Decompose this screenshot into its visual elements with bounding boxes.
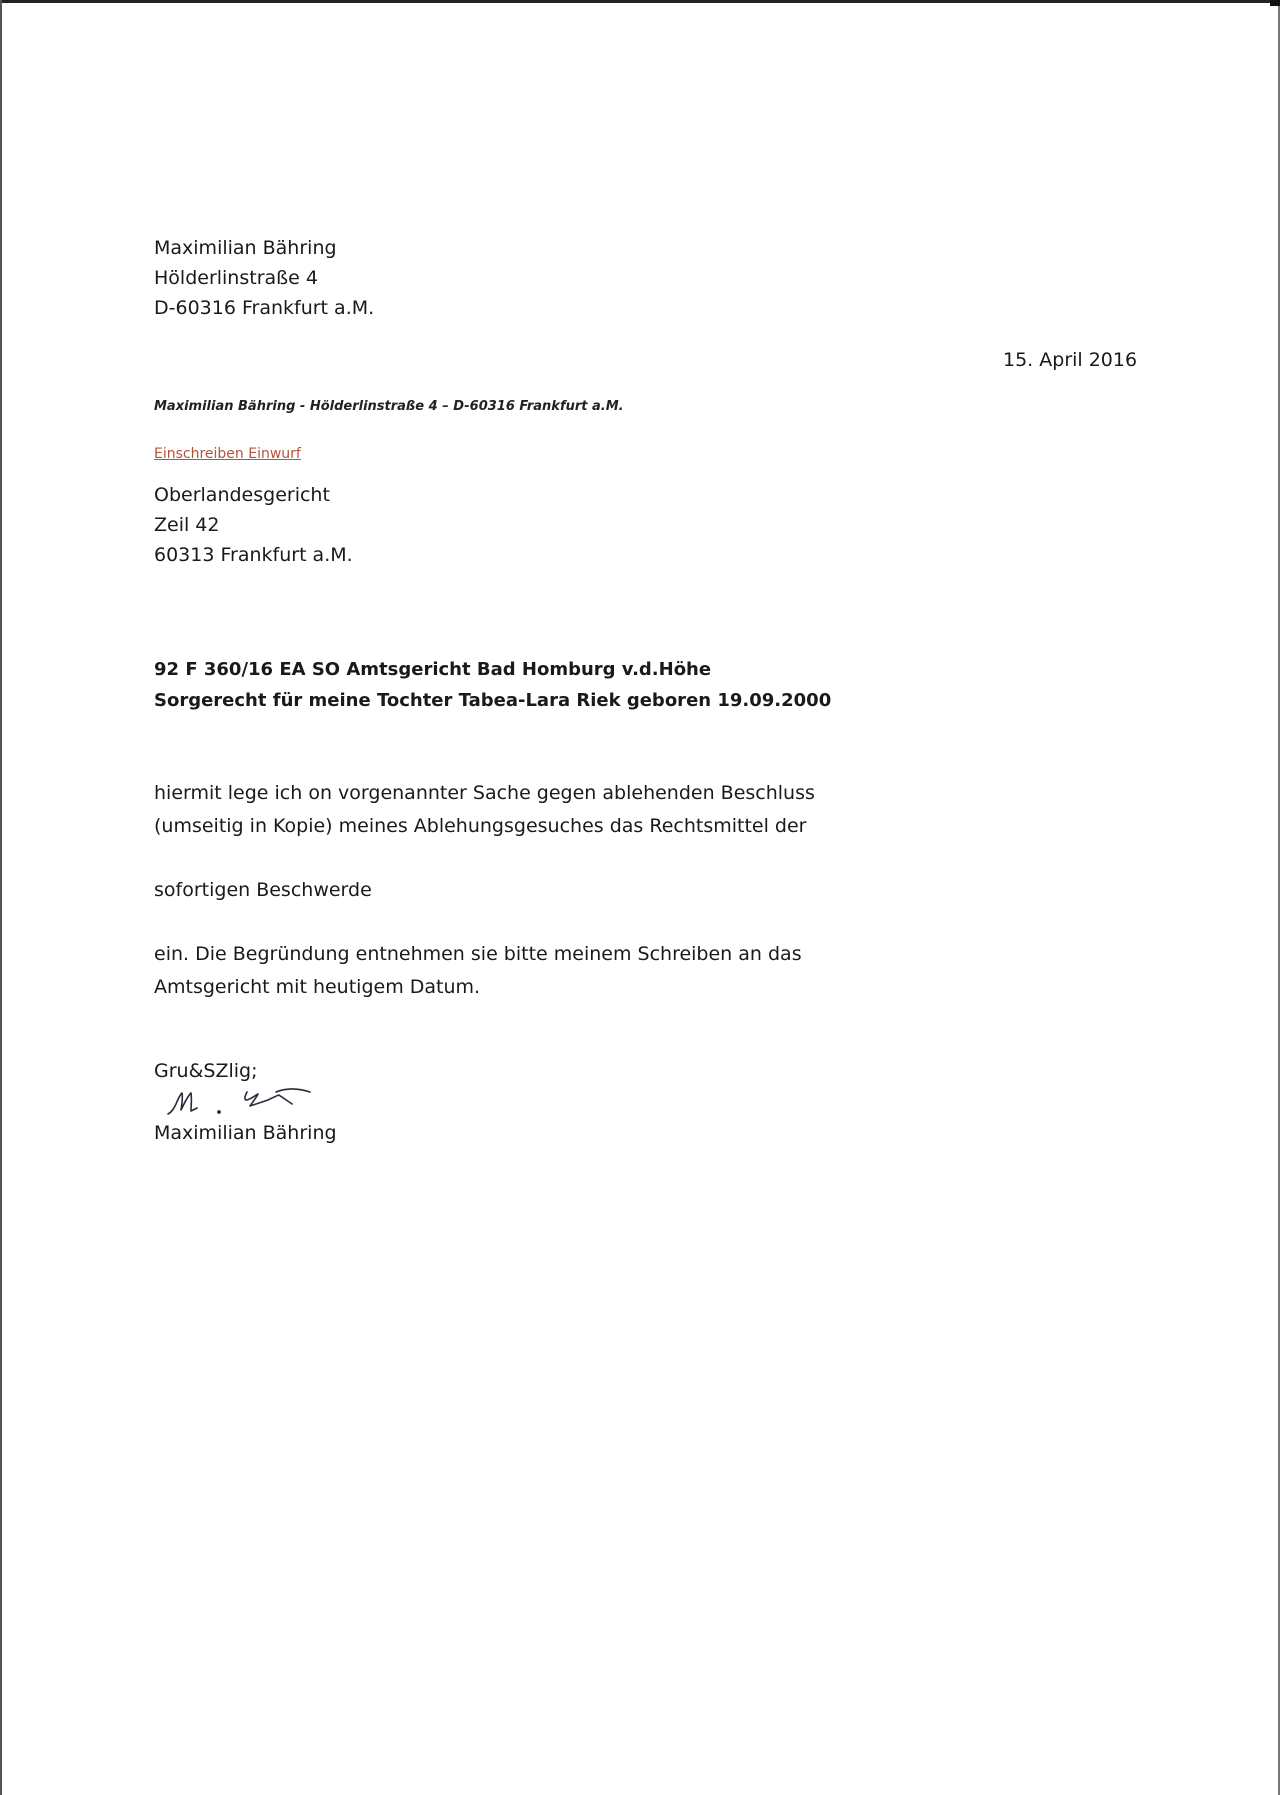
signer-name: Maximilian Bähring <box>154 1122 337 1144</box>
sender-city: D-60316 Frankfurt a.M. <box>154 297 375 319</box>
recipient-name: Oberlandesgericht <box>154 484 330 506</box>
recipient-address <box>154 480 353 570</box>
scan-edge-top <box>0 0 1280 3</box>
body-paragraph-1 <box>154 777 815 843</box>
scan-corner-mark <box>1270 0 1280 6</box>
closing-greeting: Gru&SZlig; <box>154 1060 258 1082</box>
subject-line-1: 92 F 360/16 EA SO Amtsgericht Bad Homburg v.d.Höhe <box>154 659 712 680</box>
sender-name: Maximilian Bähring <box>154 237 337 259</box>
scan-edge-left <box>0 0 2 1795</box>
subject-line-2: Sorgerecht für meine Tochter Tabea-Lara Riek geboren 19.09.2000 <box>154 690 832 711</box>
subject-block <box>154 654 831 716</box>
body-paragraph-3 <box>154 938 802 1004</box>
sender-street: Hölderlinstraße 4 <box>154 267 318 289</box>
body-paragraph-2: sofortigen Beschwerde <box>154 879 372 901</box>
body-paragraph-1-line-2: (umseitig in Kopie) meines Ablehungsgesuches das Rechtsmittel der <box>154 815 807 837</box>
body-paragraph-1-line-1: hiermit lege ich on vorgenannter Sache gegen ablehenden Beschluss <box>154 782 815 804</box>
recipient-city: 60313 Frankfurt a.M. <box>154 544 353 566</box>
letter-date: 15. April 2016 <box>1003 349 1138 371</box>
body-paragraph-3-line-1: ein. Die Begründung entnehmen sie bitte meinem Schreiben an das <box>154 943 802 965</box>
body-paragraph-3-line-2: Amtsgericht mit heutigem Datum. <box>154 976 481 998</box>
sender-address <box>154 233 374 323</box>
return-address-line: Maximilian Bähring - Hölderlinstraße 4 – D-60316 Frankfurt a.M. <box>154 399 624 414</box>
recipient-street: Zeil 42 <box>154 514 220 536</box>
delivery-method: Einschreiben Einwurf <box>154 446 301 462</box>
